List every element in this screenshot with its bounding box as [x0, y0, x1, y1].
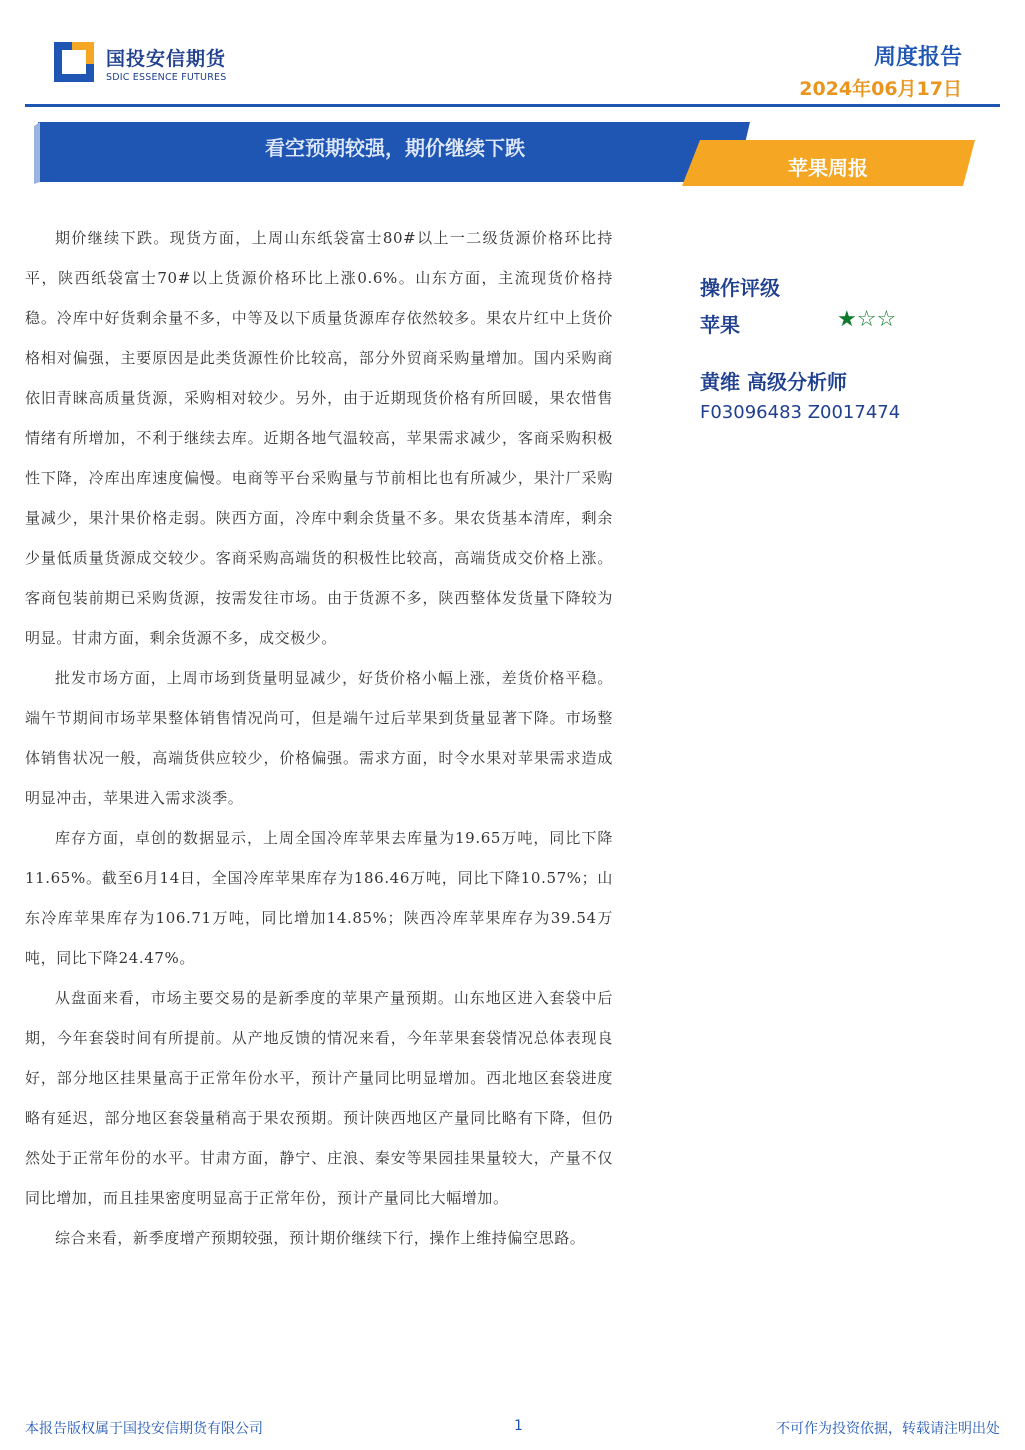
analyst-codes: F03096483 Z0017474 [700, 402, 901, 423]
body-paragraph: 批发市场方面，上周市场到货量明显减少，好货价格小幅上涨，差货价格平稳。端午节期间市场苹果整体销售情况尚可，但是端午过后苹果到货量显著下降。市场整体销售状况一般，高端货供应较少，价格偏强。需求方面，时令水果对苹果需求造成明显冲击，苹果进入需求淡季。 [25, 669, 613, 807]
footer-copyright: 本报告版权属于国投安信期货有限公司 [25, 1421, 263, 1437]
page-number: 1 [514, 1418, 523, 1434]
company-name-cn: 国投安信期货 [106, 48, 227, 70]
report-date: 2024年06月17日 [799, 78, 962, 100]
footer-disclaimer: 不可作为投资依据，转载请注明出处 [776, 1421, 1000, 1437]
company-logo-icon [54, 42, 94, 82]
body-paragraph: 期价继续下跌。现货方面，上周山东纸袋富士80#以上一二级货源价格环比持平，陕西纸袋富士70#以上货源价格环比上涨0.6%。山东方面，主流现货价格持稳。冷库中好货剩余量不多，中等及以下质量货源库存依然较多。果农片红中上货价格相对偏强，主要原因是此类货源性价比较高，部分外贸商采购量增加。国内采购商依旧青睐高质量货源，采购相对较少。另外，由于近期现货价格有所回暖，果农惜售情绪有所增加，不利于继续去库。近期各地气温较高，苹果需求减少，客商采购积极性下降，冷库出库速度偏慢。电商等平台采购量与节前相比也有所减少，果汁厂采购量减少，果汁果价格走弱。陕西方面，冷库中剩余货量不多。果农货基本清库，剩余少量低质量货源成交较少。客商采购高端货的积极性比较高，高端货成交价格上涨。客商包装前期已采购货源，按需发往市场。由于货源不多，陕西整体发货量下降较为明显。甘肃方面，剩余货源不多，成交极少。 [25, 229, 613, 647]
rating-stars: ★☆☆ [837, 307, 897, 332]
report-title: 看空预期较强，期价继续下跌 [265, 136, 525, 160]
header-divider [25, 104, 1000, 107]
rating-item: 苹果 [700, 313, 740, 337]
report-tag: 苹果周报 [788, 156, 868, 180]
body-paragraph: 综合来看，新季度增产预期较强，预计期价继续下行，操作上维持偏空思路。 [55, 1229, 586, 1247]
body-paragraph: 从盘面来看，市场主要交易的是新季度的苹果产量预期。山东地区进入套袋中后期，今年套袋时间有所提前。从产地反馈的情况来看，今年苹果套袋情况总体表现良好，部分地区挂果量高于正常年份水平，预计产量同比明显增加。西北地区套袋进度略有延迟，部分地区套袋量稍高于果农预期。预计陕西地区产量同比略有下降，但仍然处于正常年份的水平。甘肃方面，静宁、庄浪、秦安等果园挂果量较大，产量不仅同比增加，而且挂果密度明显高于正常年份，预计产量同比大幅增加。 [25, 989, 613, 1207]
rating-label: 操作评级 [700, 276, 780, 300]
analyst-name: 黄维 高级分析师 [700, 370, 847, 394]
company-logo [54, 42, 244, 88]
title-banner [0, 118, 1025, 190]
company-name-en: SDIC ESSENCE FUTURES [106, 72, 227, 83]
page-footer [25, 1418, 1000, 1440]
report-body [25, 218, 613, 1258]
report-type: 周度报告 [873, 45, 962, 70]
body-paragraph: 库存方面，卓创的数据显示，上周全国冷库苹果去库量为19.65万吨，同比下降11.65%。截至6月14日，全国冷库苹果库存为186.46万吨，同比下降10.57%；山东冷库苹果库存为106.71万吨，同比增加14.85%；陕西冷库苹果库存为39.54万吨，同比下降24.47%。 [25, 829, 613, 967]
